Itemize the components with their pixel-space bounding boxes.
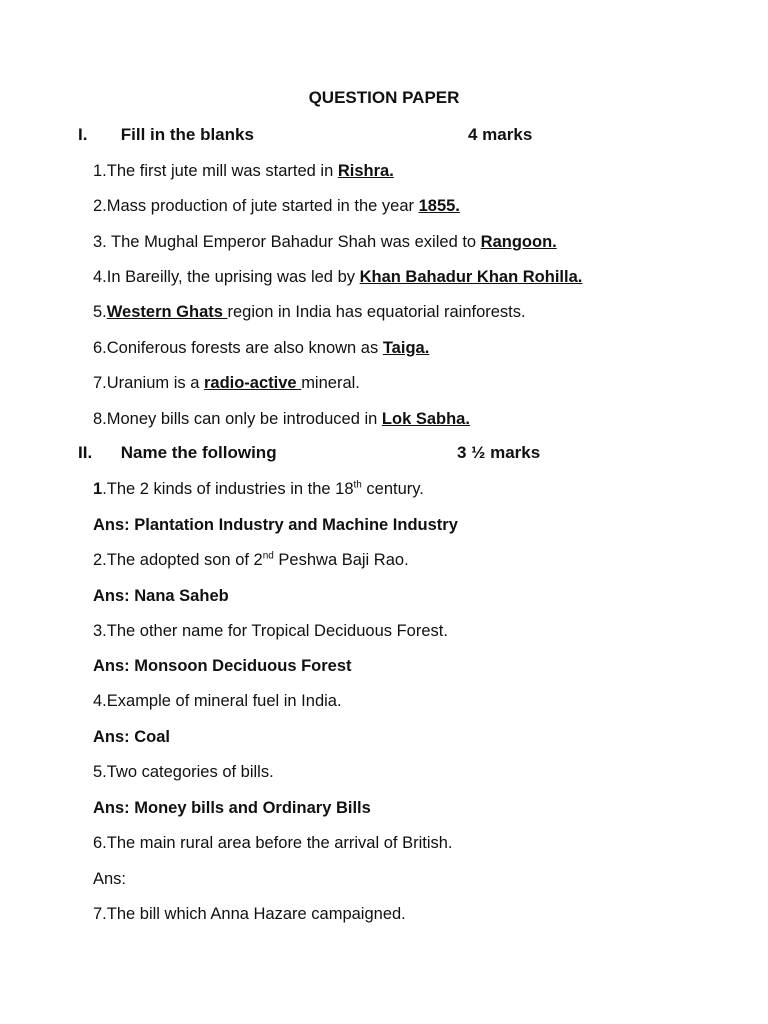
blank-item-5: 5.Western Ghats region in India has equatorial rainforests. xyxy=(93,303,526,321)
blank-answer: radio-active xyxy=(203,374,302,392)
name-question-5: 5.Two categories of bills. xyxy=(93,763,274,781)
name-answer-4: Ans: Coal xyxy=(93,728,171,746)
blank-answer: 1855. xyxy=(418,197,460,215)
name-question-3: 3.The other name for Tropical Deciduous Forest. xyxy=(93,622,448,640)
name-question-6: 6.The main rural area before the arrival of British. xyxy=(93,834,453,852)
name-question-1: 1.The 2 kinds of industries in the 18th century. xyxy=(93,479,424,498)
blank-item-4: 4.In Bareilly, the uprising was led by Khan Bahadur Khan Rohilla. xyxy=(93,268,583,286)
section-2-marks: 3 ½ marks xyxy=(457,443,541,462)
name-question-2: 2.The adopted son of 2nd Peshwa Baji Rao. xyxy=(93,550,409,569)
section-2-heading: Name the following xyxy=(120,443,277,462)
blank-answer: Rishra. xyxy=(337,162,394,180)
section-1-header xyxy=(78,125,533,145)
blank-answer: Taiga. xyxy=(382,339,430,357)
name-answer-1: Ans: Plantation Industry and Machine Industry xyxy=(93,516,458,534)
section-2-number: II. xyxy=(78,443,93,462)
blank-item-6: 6.Coniferous forests are also known as Taiga. xyxy=(93,339,430,357)
section-1-heading: Fill in the blanks xyxy=(120,125,254,144)
name-question-7: 7.The bill which Anna Hazare campaigned. xyxy=(93,905,406,923)
blank-item-3: 3. The Mughal Emperor Bahadur Shah was exiled to Rangoon. xyxy=(93,233,557,251)
name-question-4: 4.Example of mineral fuel in India. xyxy=(93,692,342,710)
blank-item-7: 7.Uranium is a radio-active mineral. xyxy=(93,374,360,392)
name-answer-3: Ans: Monsoon Deciduous Forest xyxy=(93,657,352,675)
name-answer-2: Ans: Nana Saheb xyxy=(93,587,229,605)
blank-item-8: 8.Money bills can only be introduced in Lok Sabha. xyxy=(93,410,470,428)
page-title: QUESTION PAPER xyxy=(308,88,460,107)
name-answer-6: Ans: xyxy=(93,870,127,888)
section-2-header xyxy=(78,443,541,463)
blank-item-2: 2.Mass production of jute started in the year 1855. xyxy=(93,197,460,215)
blank-item-1: 1.The first jute mill was started in Rishra. xyxy=(93,162,394,180)
blank-answer: Western Ghats xyxy=(106,303,228,321)
blank-answer: Khan Bahadur Khan Rohilla. xyxy=(359,268,583,286)
blank-answer: Lok Sabha. xyxy=(381,410,470,428)
name-answer-5: Ans: Money bills and Ordinary Bills xyxy=(93,799,371,817)
blank-answer: Rangoon. xyxy=(480,233,557,251)
section-1-number: I. xyxy=(78,125,88,144)
section-1-marks: 4 marks xyxy=(468,125,533,144)
